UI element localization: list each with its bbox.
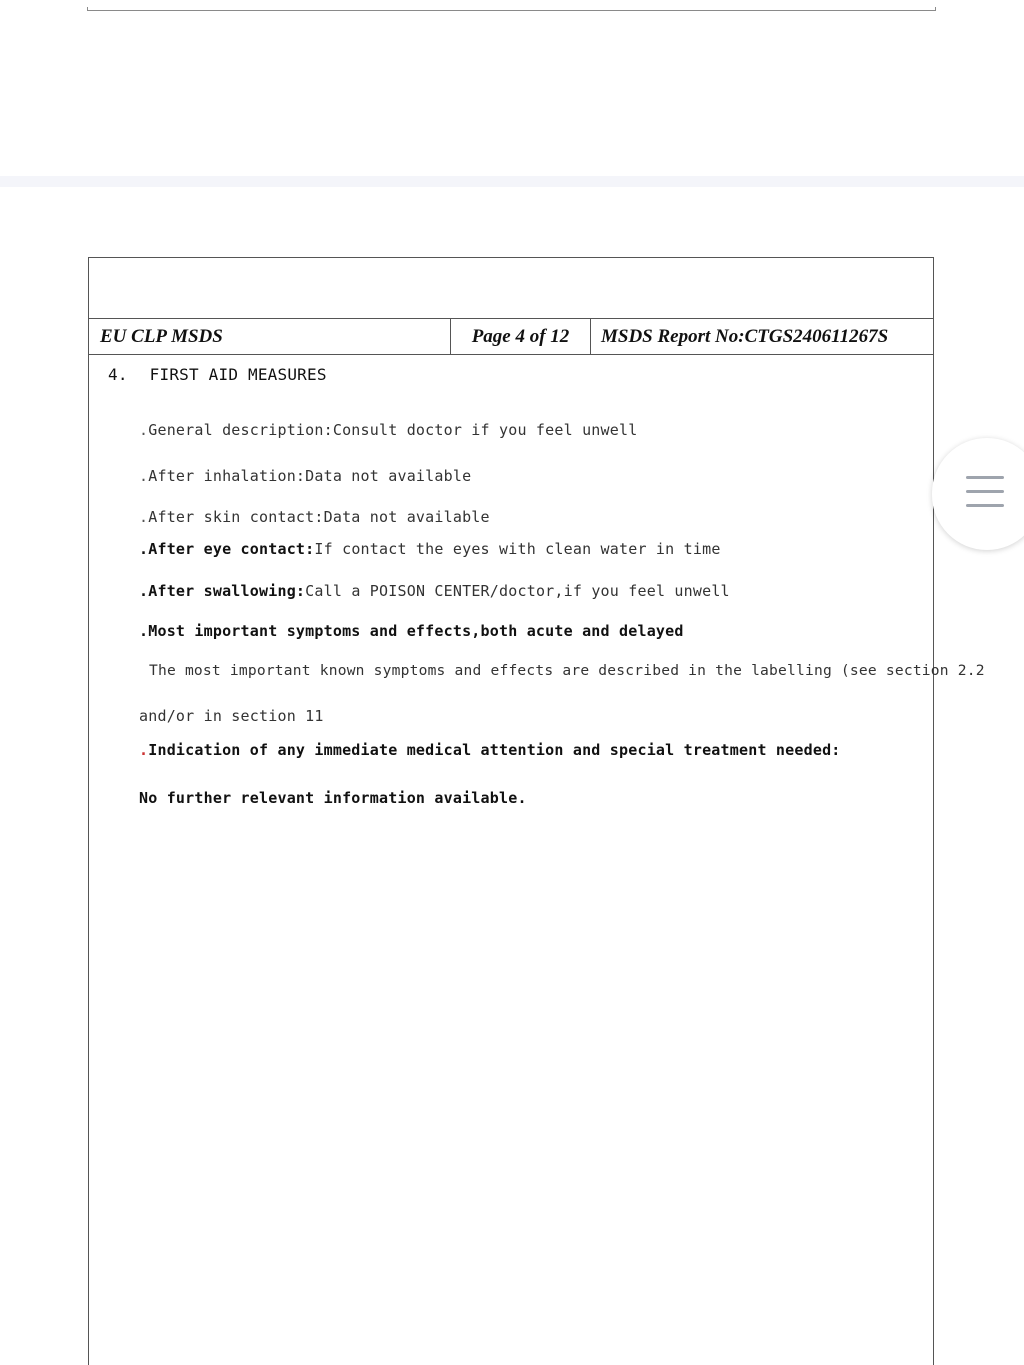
after-swallowing-label: After swallowing: — [148, 582, 306, 600]
page-top-margin-cell — [89, 258, 933, 319]
section-title: FIRST AID MEASURES — [149, 365, 327, 384]
page-separator — [0, 176, 1024, 187]
page-header-row — [89, 319, 933, 355]
symptoms-description-line-2: and/or in section 11 — [139, 707, 324, 725]
indication-detail-text: No further relevant information available. — [139, 789, 527, 807]
page-number-cell — [451, 319, 591, 354]
item-after-inhalation: .After inhalation:Data not available — [139, 467, 472, 485]
after-eye-contact-label: After eye contact: — [148, 540, 315, 558]
report-number-cell — [591, 319, 933, 354]
previous-page-bottom-edge — [87, 0, 936, 11]
item-general-description: .General description:Consult doctor if you feel unwell — [139, 421, 638, 439]
item-symptoms-heading: .Most important symptoms and effects,both acute and delayed — [139, 622, 684, 640]
indication-heading-text: Indication of any immediate medical attention and special treatment needed: — [148, 741, 841, 759]
general-description-text: General description:Consult doctor if you feel unwell — [148, 421, 638, 439]
item-indication-heading: .Indication of any immediate medical attention and special treatment needed: — [139, 741, 841, 759]
item-after-eye-contact: .After eye contact:If contact the eyes with clean water in time — [139, 540, 721, 558]
page-number-label: Page 4 of 12 — [471, 325, 570, 347]
after-swallowing-text: Call a POISON CENTER/doctor,if you feel unwell — [305, 582, 730, 600]
doc-type-cell — [89, 319, 451, 354]
symptoms-heading-text: Most important symptoms and effects,both acute and delayed — [148, 622, 684, 640]
after-eye-contact-text: If contact the eyes with clean water in time — [314, 540, 721, 558]
document-page — [88, 257, 985, 1365]
menu-icon — [966, 476, 1006, 518]
section-number: 4. — [108, 365, 128, 384]
item-after-swallowing: .After swallowing:Call a POISON CENTER/doctor,if you feel unwell — [139, 582, 730, 600]
after-inhalation-text: After inhalation:Data not available — [148, 467, 472, 485]
symptoms-description-line-1: The most important known symptoms and effects are described in the labelling (see section 2.2 — [149, 662, 985, 679]
section-heading — [108, 365, 327, 384]
report-number-label: MSDS Report No:CTGS240611267S — [601, 325, 889, 347]
after-skin-contact-text: After skin contact:Data not available — [148, 508, 490, 526]
side-menu-handle[interactable] — [932, 438, 1024, 550]
item-after-skin-contact: .After skin contact:Data not available — [139, 508, 490, 526]
doc-type-label: EU CLP MSDS — [100, 325, 223, 347]
